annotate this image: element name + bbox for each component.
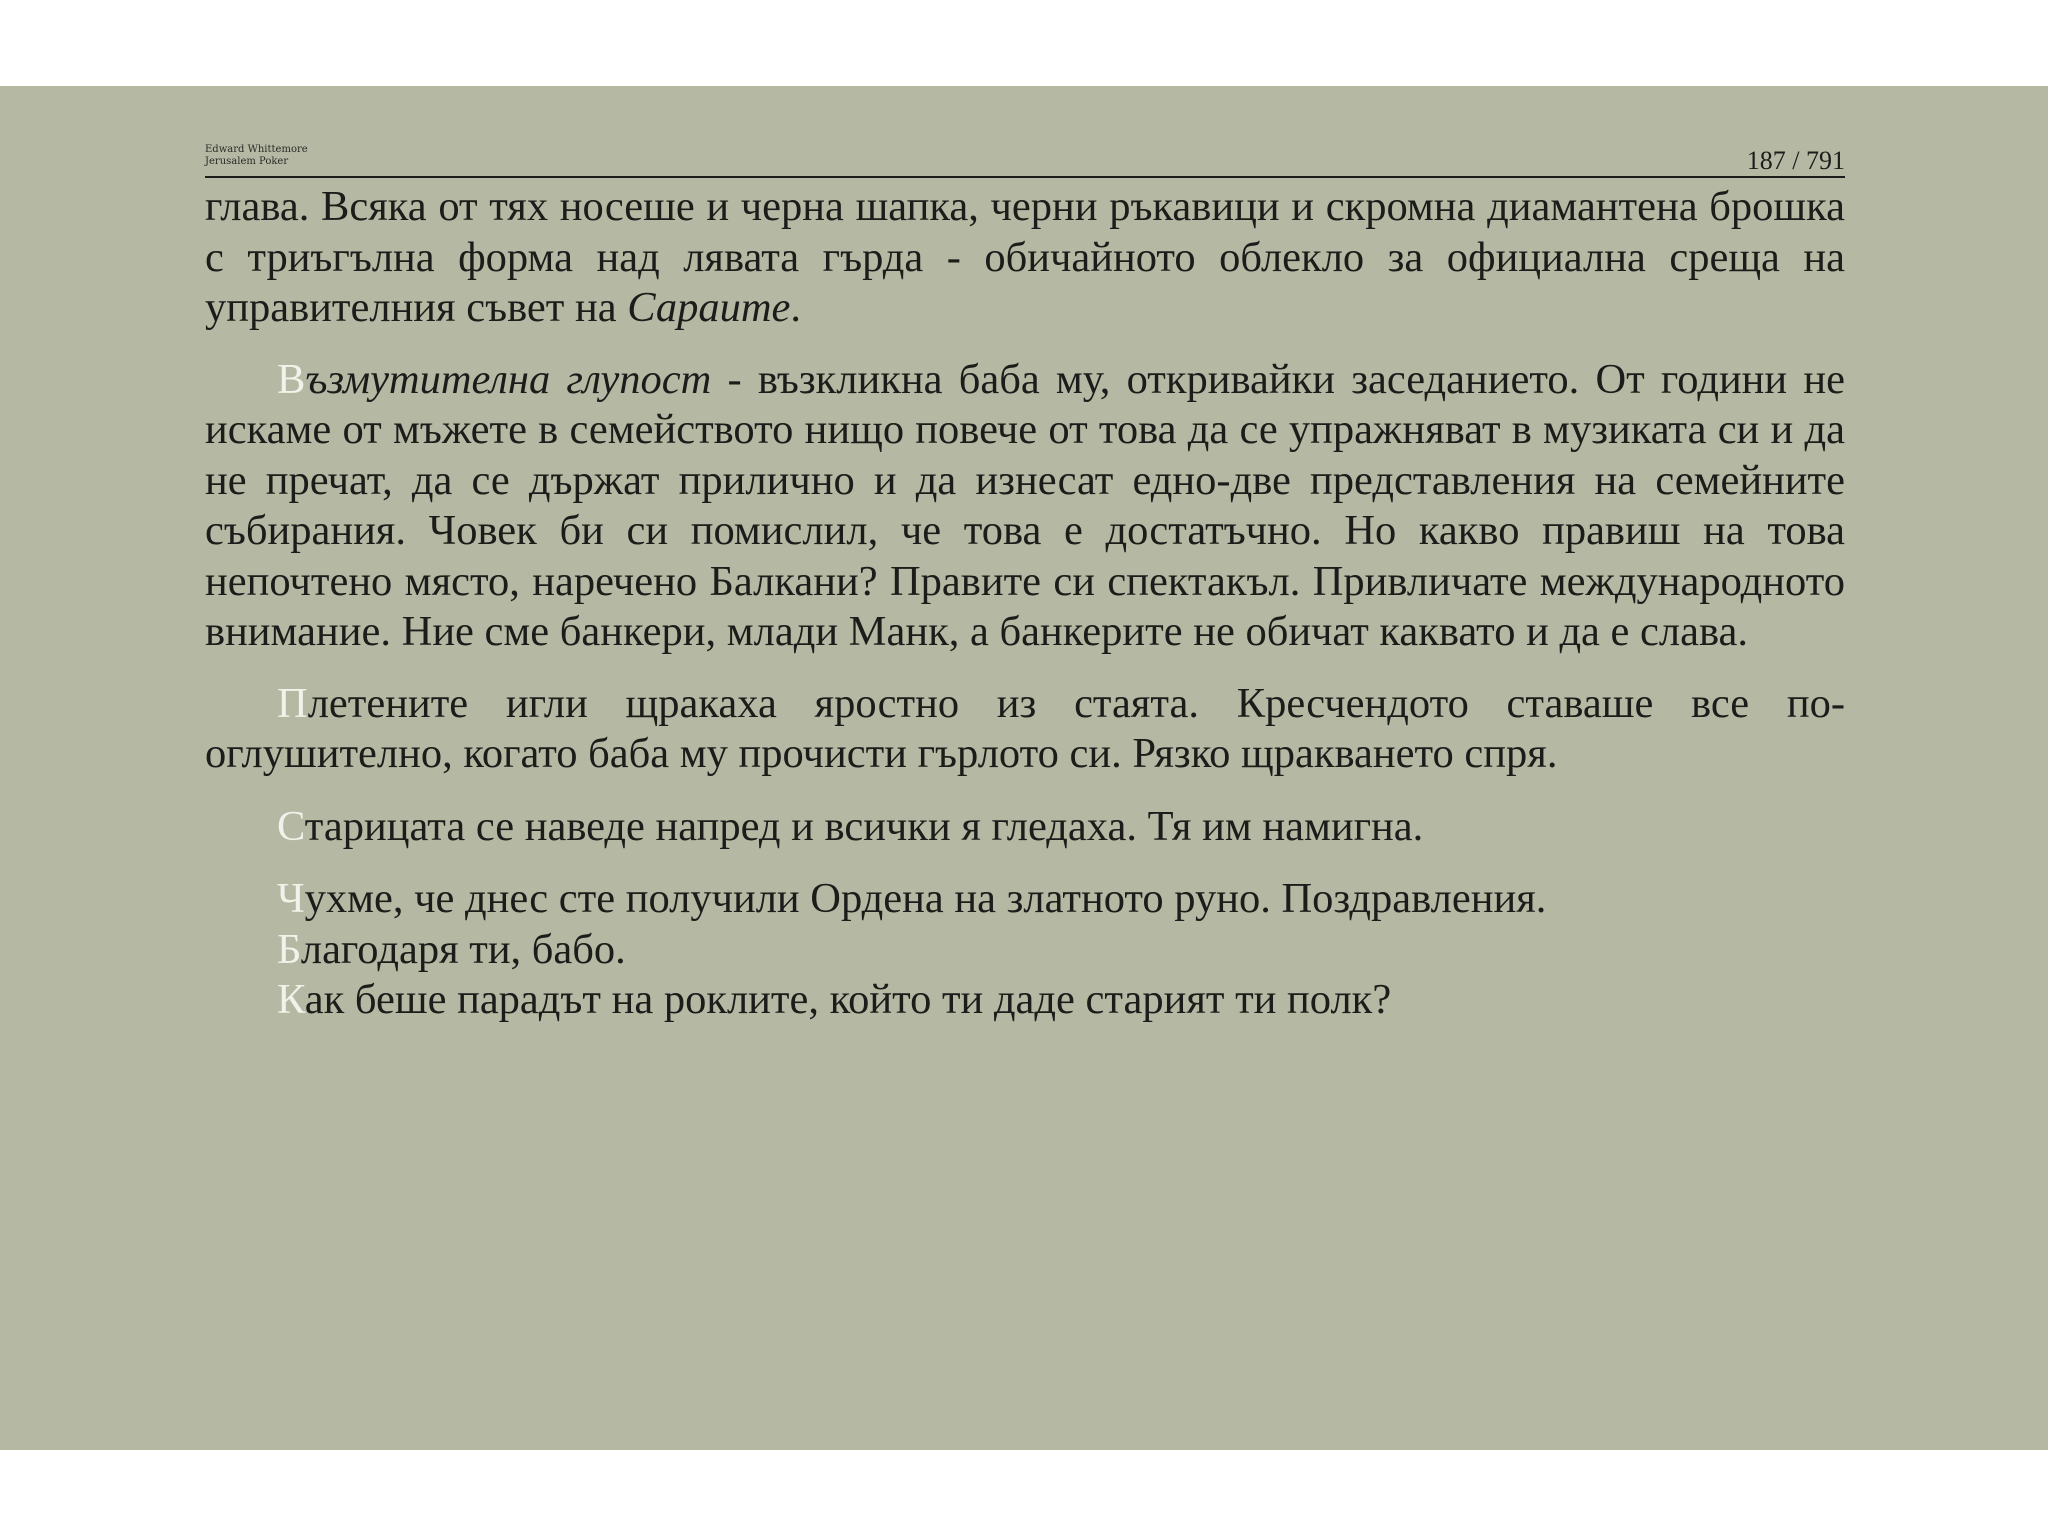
book-title: Jerusalem Poker — [205, 156, 289, 167]
paragraph — [205, 975, 1845, 1026]
drop-cap: В — [277, 355, 306, 403]
drop-cap: К — [277, 976, 305, 1023]
book-text — [205, 182, 1845, 1026]
drop-cap: С — [277, 802, 305, 850]
paragraph-text: глава. Всяка от тях носеше и черна шапка, черни ръкавици и скромна диамантена брошка с триъгълна форма над лявата гърда - обичайното облекло за официална среща на управителния съвет на — [205, 183, 1845, 331]
paragraph — [205, 925, 1845, 976]
italic-text: ъзмутителна глупост — [305, 355, 712, 403]
paragraph-text: - възкликна баба му, откривайки заседанието. От години не искаме от мъжете в семейството нищо повече от това да се упражняват в музиката си и да не пречат, да се държат прилично и да изнесат едно-две представления на семейните събирания. Човек би си помислил, че това е достатъчно. Но какво правиш на това непочтено място, наречено Балкани? Правите си спектакъл. Привличате международното внимание. Ние сме банкери, млади Манк, а банкерите не обичат каквато и да е слава. — [205, 355, 1845, 655]
paragraph-text: летените игли щракаха яростно из стаята. Кресчендото ставаше все по-оглушително, когато баба му прочисти гърлото си. Рязко щракването спря. — [205, 679, 1845, 777]
paragraph — [205, 182, 1845, 334]
paragraph-text: ак беше парадът на роклите, който ти даде старият ти полк? — [304, 976, 1392, 1023]
paragraph — [205, 802, 1845, 853]
author-name: Edward Whittemore — [205, 144, 308, 155]
paragraph-text: ухме, че днес сте получили Ордена на златното руно. Поздравления. — [304, 875, 1547, 922]
italic-text: Сараите — [627, 284, 791, 331]
drop-cap: Б — [277, 925, 301, 973]
page-counter: 187 / 791 — [1746, 146, 1845, 175]
page-header — [205, 136, 1845, 178]
paragraph — [205, 874, 1845, 925]
book-meta — [205, 144, 308, 168]
paragraph — [205, 679, 1845, 780]
paragraph-text: . — [790, 284, 802, 331]
paragraph — [205, 355, 1845, 658]
paragraph-text: лагодаря ти, бабо. — [300, 925, 626, 973]
paragraph-text: тарицата се наведе напред и всички я гледаха. Тя им намигна. — [304, 802, 1424, 850]
drop-cap: Ч — [277, 875, 305, 922]
drop-cap: П — [277, 679, 308, 727]
